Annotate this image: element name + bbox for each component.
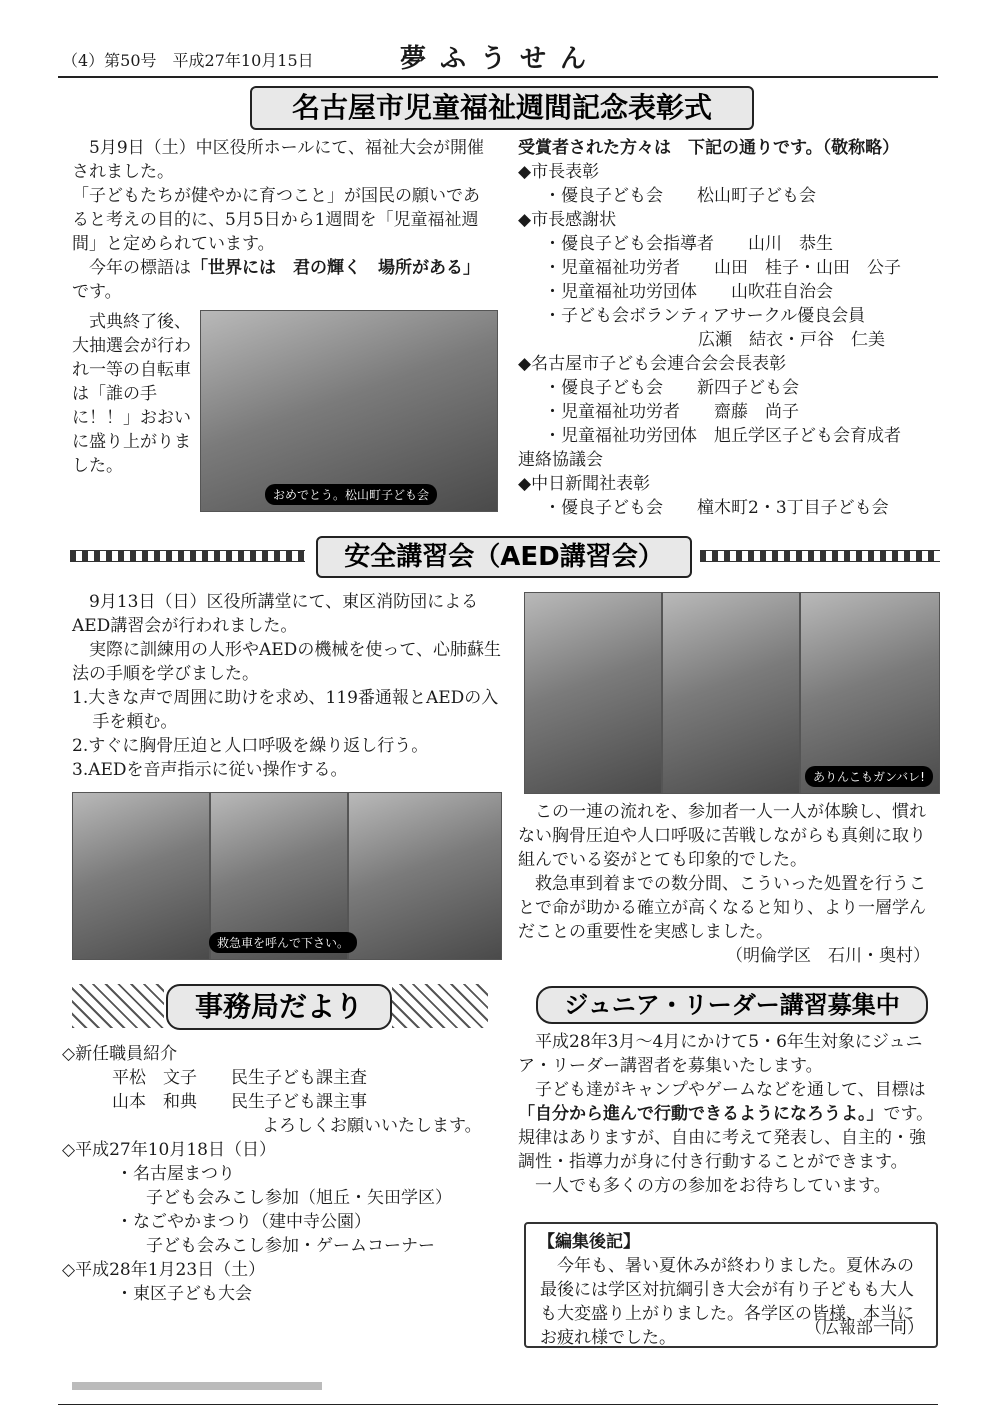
postscript-text: 今年も、暑い夏休みが終わりました。夏休みの最後には学区対抗綱引き大会が有り子どもも大人も大変盛り上がりました。各学区の皆様、本当にお疲れ様でした。 [540,1256,914,1348]
office-news-title: 事務局だより [166,984,392,1030]
office-line: ・東区子ども大会 [116,1284,252,1304]
ornament-right [700,550,940,562]
award-intro: 受賞者された方々は 下記の通りです。（敬称略） [518,138,900,158]
office-news [62,1042,502,1306]
aed-photo-caption-left: 救急車を呼んで下さい。 [209,932,357,953]
slogan-lead: 今年の標語は [89,258,191,278]
aed-paragraph-2: 実際に訓練用の人形やAEDの機械を使って、心肺蘇生法の手順を学びました。 [72,640,501,684]
ceremony-photo [200,310,498,512]
award-line: 広瀬 結衣・戸谷 仁美 [698,330,885,350]
office-line: よろしくお願いいたします。 [262,1116,482,1136]
aed-report [518,800,940,968]
junior-goal-lead: 子ども達がキャンプやゲームなどを通して、目標は [535,1080,926,1100]
footer-rule [58,1404,938,1405]
aed-step: 3.AEDを音声指示に従い操作する。 [72,760,348,780]
aed-course-title: 安全講習会（AED講習会） [316,536,692,578]
aed-paragraph-3: この一連の流れを、参加者一人一人が体験し、慣れない胸骨圧迫や人口呼吸に苦戦しながらも真剣に取り組んでいる姿がとても印象的でした。 [518,802,926,870]
postscript-signature: （広報部一同） [805,1318,924,1338]
office-line: 平松 文子 民生子ども課主査 [112,1068,367,1088]
aed-step: 2.すぐに胸骨圧迫と人口呼吸を繰り返し行う。 [72,736,429,756]
award-line: ・児童福祉功労者 山田 桂子・山田 公子 [544,258,901,278]
aed-photo-1 [72,792,210,960]
junior-paragraph-2 [518,1078,940,1174]
aed-photo-5 [662,592,800,794]
office-line: ・名古屋まつり [116,1164,235,1184]
slogan: 「世界には 君の輝く 場所がある」 [191,258,480,278]
aed-text [72,590,502,782]
ceremony-paragraph-4: 式典終了後、大抽選会が行われ一等の自転車は「誰の手に！！」おおいに盛り上がりました。 [72,312,191,476]
award-line: ・子ども会ボランティアサークル優良会員 [544,306,866,326]
ceremony-photo-caption: おめでとう。松山町子ども会 [265,484,437,505]
ceremony-paragraph-2: 「子どもたちが健やかに育つこと」が国民の願いであると考えの目的に、5月5日から1週間を「児童福祉週間」と定められています。 [72,186,480,254]
footer-decoration [72,1382,322,1390]
issue-info: （4）第50号 平成27年10月15日 [62,51,314,70]
aed-photo-6 [800,592,940,794]
award-line: ・児童福祉功労団体 山吹荘自治会 [544,282,833,302]
award-line: ・優良子ども会 松山町子ども会 [544,186,816,206]
award-ceremony-text [72,136,496,304]
aed-paragraph-1: 9月13日（日）区役所講堂にて、東区消防団によるAED講習会が行われました。 [72,592,479,636]
postscript-title: 【編集後記】 [538,1232,640,1252]
aed-photo-4 [524,592,662,794]
award-line: ◆市長表彰 [518,162,600,182]
office-line: 子ども会みこし参加（旭丘・矢田学区） [146,1188,452,1208]
slogan-tail: です。 [72,282,122,302]
aed-step: 1.大きな声で周囲に助けを求め、119番通報とAEDの入手を頼む。 [72,688,499,732]
award-line: ◆中日新聞社表彰 [518,474,651,494]
junior-paragraph-1: 平成28年3月～4月にかけて5・6年生対象にジュニア・リーダー講習者を募集いたします。 [518,1032,923,1076]
newsletter-title: 夢ふうせん [399,44,600,74]
award-line: ・優良子ども会 新四子ども会 [544,378,799,398]
office-line: ◇平成27年10月18日（日） [62,1140,276,1160]
junior-paragraph-3: 一人でも多くの方の参加をお待ちしています。 [535,1176,891,1196]
award-line: ◆名古屋市子ども会連合会会長表彰 [518,354,787,374]
office-line: ◇新任職員紹介 [62,1044,178,1064]
lattice-ornament-left [72,984,164,1028]
award-line: ・児童福祉功労者 齋藤 尚子 [544,402,799,422]
office-line: ・なごやかまつり（建中寺公園） [116,1212,371,1232]
aed-photo-3 [217,792,502,960]
junior-goal: 「自分から進んで行動できるようになろうよ。」 [518,1104,884,1124]
lattice-ornament-right [392,984,488,1028]
award-line: 連絡協議会 [518,450,603,470]
ornament-left [70,550,305,562]
award-line: ・優良子ども会 橦木町2・3丁目子ども会 [544,498,889,518]
ceremony-paragraph-1: 5月9日（土）中区役所ホールにて、福祉大会が開催されました。 [72,138,484,182]
office-line: 山本 和典 民生子ども課主事 [112,1092,367,1112]
editor-postscript [524,1222,938,1348]
award-line: ・児童福祉功労団体 旭丘学区子ども会育成者 [544,426,901,446]
award-ceremony-title: 名古屋市児童福祉週間記念表彰式 [250,86,754,130]
header-rule [58,76,938,78]
ceremony-paragraph-3 [72,256,496,304]
award-list [518,136,938,520]
junior-leader-title: ジュニア・リーダー講習募集中 [536,986,928,1024]
office-line: 子ども会みこし参加・ゲームコーナー [146,1236,435,1256]
aed-report-signature: （明倫学区 石川・奥村） [726,946,930,966]
award-line: ◆市長感謝状 [518,210,617,230]
junior-goal-tail: です。規律はありますが、自由に考えて発表し、自主的・強調性・指導力が身に付き行動することができます。 [518,1104,934,1172]
aed-photo-caption-right: ありんこもガンバレ! [805,766,933,787]
aed-paragraph-4: 救急車到着までの数分間、こういった処置を行うことで命が助かる確立が高くなると知り、より一層学んだことの重要性を実感しました。 [518,874,926,942]
office-line: ◇平成28年1月23日（土） [62,1260,266,1280]
junior-leader-text [518,1030,940,1198]
award-line: ・優良子ども会指導者 山川 恭生 [544,234,833,254]
